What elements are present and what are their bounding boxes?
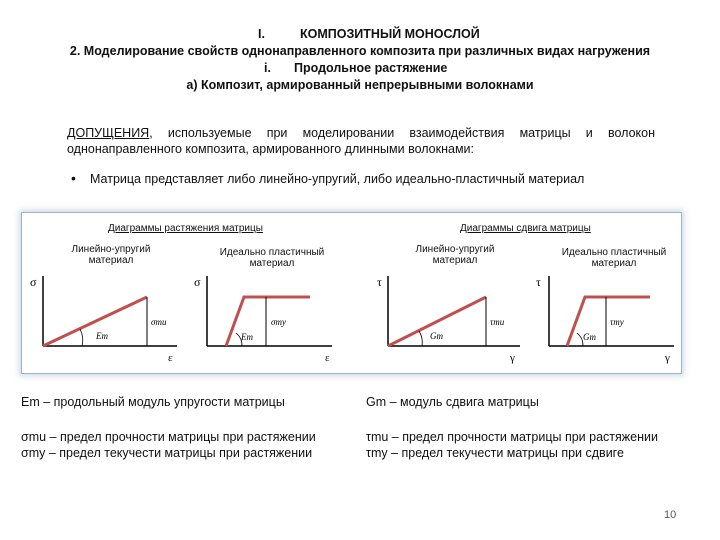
- em-label: Em: [96, 331, 108, 341]
- subtitle: 2. Моделирование свойств однонаправленного композита при различных видах нагружения: [69, 44, 651, 58]
- em-label: Em: [241, 332, 253, 342]
- definition-sigma-mu: σmu – предел прочности матрицы при растяжении: [21, 430, 316, 444]
- tension-plastic-label: Идеально пластичный материал: [219, 247, 325, 269]
- section-number: I.: [258, 27, 265, 41]
- sigma-my-label: σmy: [271, 317, 286, 327]
- tension-linear-diagram: [30, 275, 177, 364]
- shear-diagrams-title: Диаграммы сдвига матрицы: [460, 223, 591, 234]
- plastic-curve: [226, 297, 310, 346]
- assumptions-line2: однонаправленного композита, армированного длинными волокнами:: [67, 142, 475, 156]
- subsection-title: Продольное растяжение: [294, 61, 448, 75]
- tau-my-label: τmy: [610, 317, 624, 327]
- assumptions-line1: [67, 126, 655, 140]
- gm-label: Gm: [430, 331, 443, 341]
- tau-axis-label: τ: [536, 275, 541, 289]
- tau-axis-label: τ: [377, 275, 382, 289]
- modulus-arc: [80, 329, 83, 346]
- shear-linear-diagram: [377, 275, 520, 364]
- definition-tau-my: τmy – предел текучести матрицы при сдвиге: [366, 446, 624, 460]
- eps-axis-label: ε: [325, 352, 330, 364]
- sigma-axis-label: σ: [30, 275, 37, 289]
- eps-axis-label: ε: [168, 352, 173, 364]
- bullet-icon: •: [71, 170, 76, 186]
- tau-mu-label: τmu: [490, 317, 505, 327]
- shear-plastic-diagram: [536, 275, 674, 364]
- case-title: а) Композит, армированный непрерывными волокнами: [186, 78, 534, 92]
- stress-strain-diagrams: [22, 213, 681, 373]
- definition-em: Em – продольный модуль упругости матрицы: [21, 395, 285, 409]
- assumptions-term: ДОПУЩЕНИЯ: [67, 126, 150, 140]
- shear-plastic-label: Идеально пластичный материал: [561, 247, 667, 269]
- tension-plastic-diagram: [194, 275, 332, 364]
- page-number: 10: [664, 509, 677, 521]
- gamma-axis-label: γ: [665, 352, 670, 364]
- plastic-curve: [567, 297, 650, 346]
- tension-linear-label: Линейно-упругий материал: [71, 244, 151, 266]
- shear-linear-label: Линейно-упругий материал: [415, 244, 495, 266]
- assumptions-rest: , используемые при моделировании взаимодействия матрицы и волокон: [149, 126, 655, 140]
- sigma-axis-label: σ: [194, 275, 201, 289]
- definition-sigma-my: σmy – предел текучести матрицы при растяжении: [21, 446, 313, 460]
- tension-diagrams-title: Диаграммы растяжения матрицы: [108, 223, 263, 234]
- definition-tau-mu: τmu – предел прочности матрицы при растяжении: [366, 430, 658, 444]
- subsection-number: i.: [264, 61, 271, 75]
- sigma-mu-label: σmu: [151, 317, 167, 327]
- gm-label: Gm: [583, 332, 596, 342]
- diagrams-panel: [21, 212, 682, 374]
- elastic-line: [43, 297, 147, 346]
- modulus-arc: [419, 331, 422, 346]
- assumption-bullet: Матрица представляет либо линейно-упругий, либо идеально-пластичный материал: [90, 172, 585, 186]
- definition-gm: Gm – модуль сдвига матрицы: [366, 395, 539, 409]
- gamma-axis-label: γ: [510, 352, 515, 364]
- slide-title: КОМПОЗИТНЫЙ МОНОСЛОЙ: [300, 27, 480, 41]
